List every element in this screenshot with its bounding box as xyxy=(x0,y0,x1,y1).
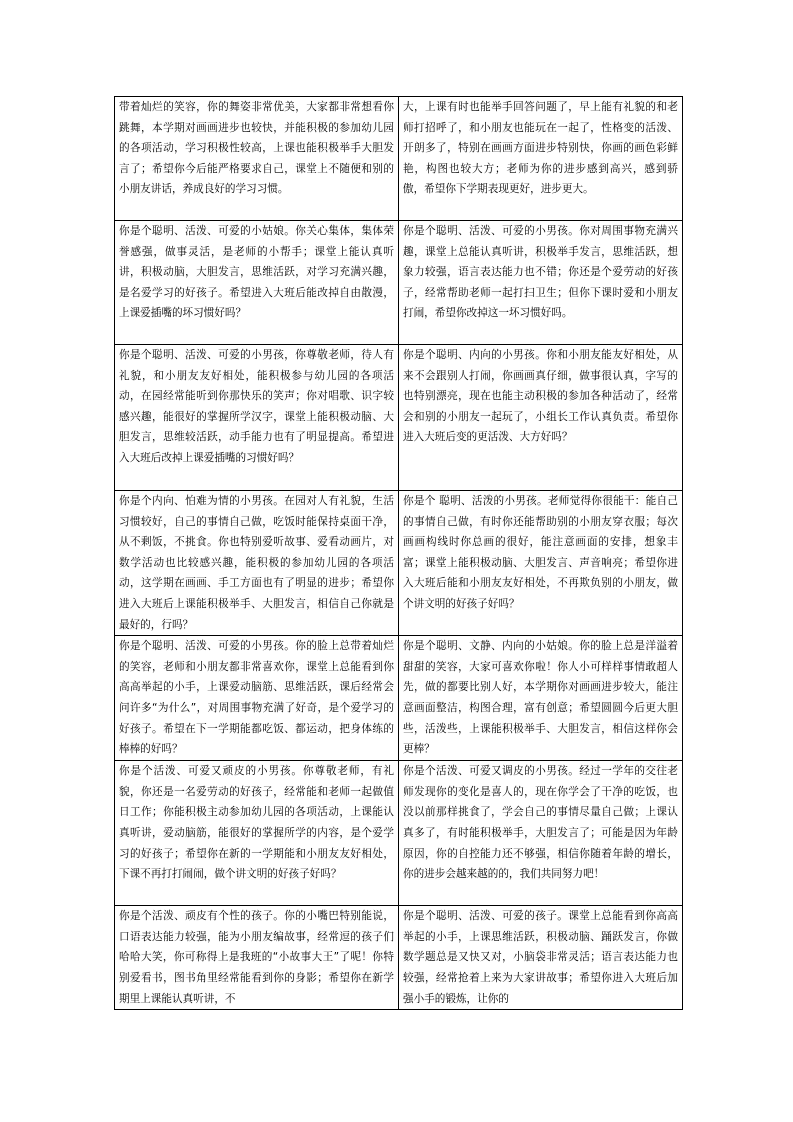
comment-cell-right: 你是个聪明、内向的小男孩。你和小朋友能友好相处，从来不会跟别人打闹，你画画真仔细，做事很认真，字写的也特别漂亮，现在也能主动积极的参加各种活动了，经常会和别的小朋友一起玩了，小组长工作认真负责。希望你进入大班后变的更活泼、大方好吗？ xyxy=(399,345,683,491)
comment-cell-left: 你是个聪明、活泼、可爱的小姑娘。你关心集体，集体荣誉感强，做事灵活，是老师的小帮手；课堂上能认真听讲，积极动脑，大胆发言，思维活跃，对学习充满兴趣，是名爱学习的好孩子。希望进入大班后能改掉自由散漫，上课爱插嘴的坏习惯好吗？ xyxy=(115,221,399,345)
table-row xyxy=(115,221,683,345)
comments-table xyxy=(114,96,683,1010)
comment-cell-left: 你是个活泼、顽皮有个性的孩子。你的小嘴巴特别能说，口语表达能力较强，能为小朋友编故事，经常逗的孩子们哈哈大笑，你可称得上是我班的“小故事大王”了呢！你特别爱看书，图书角里经常能看到你的身影；希望你在新学期里上课能认真听讲，不 xyxy=(115,906,399,1010)
table-row xyxy=(115,761,683,906)
comment-cell-left: 你是个内向、怕难为情的小男孩。在园对人有礼貌，生活习惯较好，自己的事情自己做，吃饭时能保持桌面干净，从不剩饭，不挑食。你也特别爱听故事、爱看动画片，对数学活动也比较感兴趣，能积极的参加幼儿园的各项活动，这学期在画画、手工方面也有了明显的进步；希望你进入大班后上课能积极举手、大胆发言，相信自己你就是最好的，行吗？ xyxy=(115,491,399,636)
comment-cell-left: 你是个聪明、活泼、可爱的小男孩。你的脸上总带着灿烂的笑容，老师和小朋友都非常喜欢你，课堂上总能看到你高高举起的小手，上课爱动脑筋、思维活跃，课后经常会问许多“为什么”，对周围事物充满了好奇，是个爱学习的好孩子。希望在下一学期能都吃饭、都运动，把身体练的棒棒的好吗？ xyxy=(115,636,399,761)
comment-cell-right: 你是个聪明、活泼、可爱的小男孩。你对周围事物充满兴趣，课堂上总能认真听讲，积极举手发言，思维活跃，想象力较强，语言表达能力也不错；你还是个爱劳动的好孩子，经常帮助老师一起打扫卫生；但你下课时爱和小朋友打闹，希望你改掉这一坏习惯好吗。 xyxy=(399,221,683,345)
comment-cell-right: 大，上课有时也能举手回答问题了，早上能有礼貌的和老师打招呼了，和小朋友也能玩在一起了，性格变的活泼、开朗多了，特别在画画方面进步特别快，你画的画色彩鲜艳，构图也较大方；老师为你的进步感到高兴，感到骄傲，希望你下学期表现更好，进步更大。 xyxy=(399,97,683,221)
comment-cell-left: 你是个活泼、可爱又顽皮的小男孩。你尊敬老师，有礼貌，你还是一名爱劳动的好孩子，经常能和老师一起做值日工作；你能积极主动参加幼儿园的各项活动，上课能认真听讲，爱动脑筋，能很好的掌握所学的内容，是个爱学习的好孩子；希望你在新的一学期能和小朋友友好相处，下课不再打打闹闹，做个讲文明的好孩子好吗？ xyxy=(115,761,399,906)
table-row xyxy=(115,491,683,636)
comment-cell-left: 你是个聪明、活泼、可爱的小男孩，你尊敬老师，待人有礼貌，和小朋友友好相处，能积极参与幼儿园的各项活动，在园经常能听到你那快乐的笑声；你对唱歌、识字较感兴趣，能很好的掌握所学汉字，课堂上能积极动脑、大胆发言，思维较活跃，动手能力也有了明显提高。希望进入大班后改掉上课爱插嘴的习惯好吗？ xyxy=(115,345,399,491)
table-row xyxy=(115,345,683,491)
comment-cell-right: 你是个聪明、活泼、可爱的孩子。课堂上总能看到你高高举起的小手，上课思维活跃，积极动脑、踊跃发言，你做数学题总是又快又对，小脑袋非常灵活；语言表达能力也较强，经常抢着上来为大家讲故事；希望你进入大班后加强小手的锻炼，让你的 xyxy=(399,906,683,1010)
table-row xyxy=(115,636,683,761)
comment-cell-right: 你是个活泼、可爱又调皮的小男孩。经过一学年的交往老师发现你的变化是喜人的，现在你学会了干净的吃饭，也没以前那样挑食了，学会自己的事情尽量自己做；上课认真多了，有时能积极举手，大胆发言了；可能是因为年龄原因，你的自控能力还不够强，相信你随着年龄的增长，你的进步会越来越的的，我们共同努力吧！ xyxy=(399,761,683,906)
comment-cell-right: 你是个 聪明、活泼的小男孩。老师觉得你很能干：能自己的事情自己做，有时你还能帮助别的小朋友穿衣服；每次画画构线时你总画的很好，能注意画面的安排，想象丰富；课堂上能积极动脑、大胆发言、声音响亮；希望你进入大班后能和小朋友友好相处，不再欺负别的小朋友，做个讲文明的好孩子好吗？ xyxy=(399,491,683,636)
table-row xyxy=(115,906,683,1010)
comment-cell-left: 带着灿烂的笑容，你的舞姿非常优美，大家都非常想看你跳舞，本学期对画画进步也较快，并能积极的参加幼儿园的各项活动，学习积极性较高，上课也能积极举手大胆发言了；希望你今后能严格要求自己，课堂上不随便和别的小朋友讲话，养成良好的学习习惯。 xyxy=(115,97,399,221)
table-row xyxy=(115,97,683,221)
comment-cell-right: 你是个聪明、文静、内向的小姑娘。你的脸上总是洋溢着甜甜的笑容，大家可喜欢你啦！你人小可样样事情敢超人先，做的都要比别人好，本学期你对画画进步较大，能注意画面整洁，构图合理，富有创意；希望圆圆今后更大胆些，活泼些，上课能积极举手、大胆发言，相信这样你会更棒？ xyxy=(399,636,683,761)
